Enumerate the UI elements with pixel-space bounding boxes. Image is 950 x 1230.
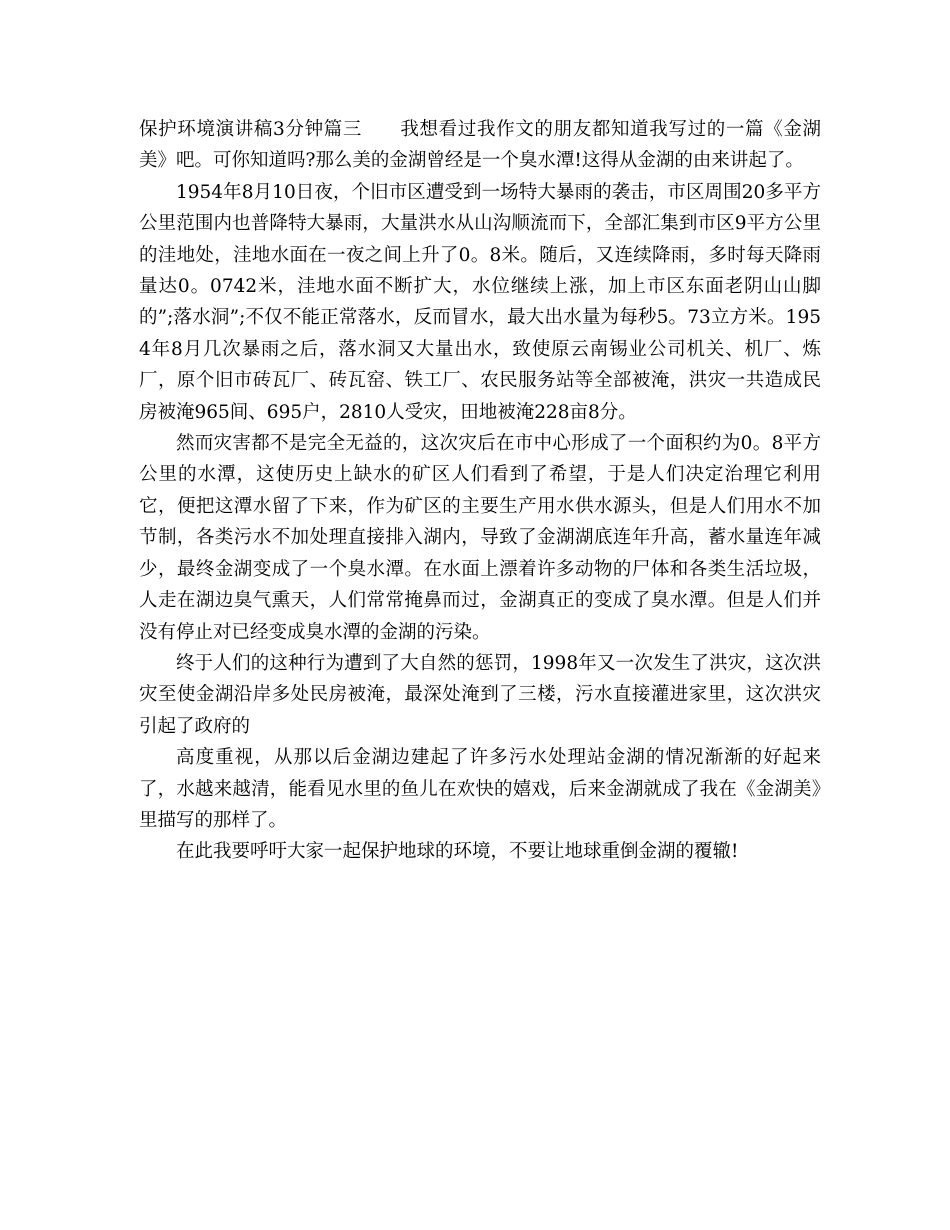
- paragraph-recovery: 高度重视，从那以后金湖边建起了许多污水处理站金湖的情况渐渐的好起来了，水越来越清，能看见水里的鱼儿在欢快的嬉戏，后来金湖就成了我在《金湖美》里描写的那样了。: [139, 747, 821, 831]
- paragraph-pollution: 然而灾害都不是完全无益的，这次灾后在市中心形成了一个面积约为0。8平方公里的水潭，这使历史上缺水的矿区人们看到了希望，于是人们决定治理它利用它，便把这潭水留了下来，作为矿区的主要生产用水供水源头，但是人们用水不加节制，各类污水不加处理直接排入湖内，导致了金湖湖底连年升高，蓄水量连年减少，最终金湖变成了一个臭水潭。在水面上漂着许多动物的尸体和各类生活垃圾，人走在湖边臭气熏天，人们常常掩鼻而过，金湖真正的变成了臭水潭。但是人们并没有停止对已经变成臭水潭的金湖的污染。: [139, 433, 821, 643]
- paragraph-title-intro: 保护环境演讲稿3分钟篇三 我想看过我作文的朋友都知道我写过的一篇《金湖美》吧。可你知道吗?那么美的金湖曾经是一个臭水潭!这得从金湖的由来讲起了。: [139, 119, 821, 172]
- paragraph-appeal: 在此我要呼吁大家一起保护地球的环境，不要让地球重倒金湖的覆辙!: [176, 841, 739, 863]
- paragraph-flood-1998: 终于人们的这种行为遭到了大自然的惩罚，1998年又一次发生了洪灾，这次洪灾至使金湖沿岸多处民房被淹，最深处淹到了三楼，污水直接灌进家里，这次洪灾引起了政府的: [139, 652, 821, 737]
- paragraph-flood-1954: 1954年8月10日夜，个旧市区遭受到一场特大暴雨的袭击，市区周围20多平方公里范围内也普降特大暴雨，大量洪水从山沟顺流而下，全部汇集到市区9平方公里的洼地处，洼地水面在一夜之间上升了0。8米。随后，又连续降雨，多时每天降雨量达0。0742米，洼地水面不断扩大，水位继续上涨，加上市区东面老阴山山脚的”;落水洞”;不仅不能正常落水，反而冒水，最大出水量为每秒5。73立方米。1954年8月几次暴雨之后，落水洞又大量出水，致使原云南锡业公司机关、机厂、炼厂，原个旧市砖瓦厂、砖瓦窑、铁工厂、农民服务站等全部被淹，洪灾一共造成民房被淹965间、695户，2810人受灾，田地被淹228亩8分。: [139, 181, 821, 423]
- document-body: [139, 114, 821, 868]
